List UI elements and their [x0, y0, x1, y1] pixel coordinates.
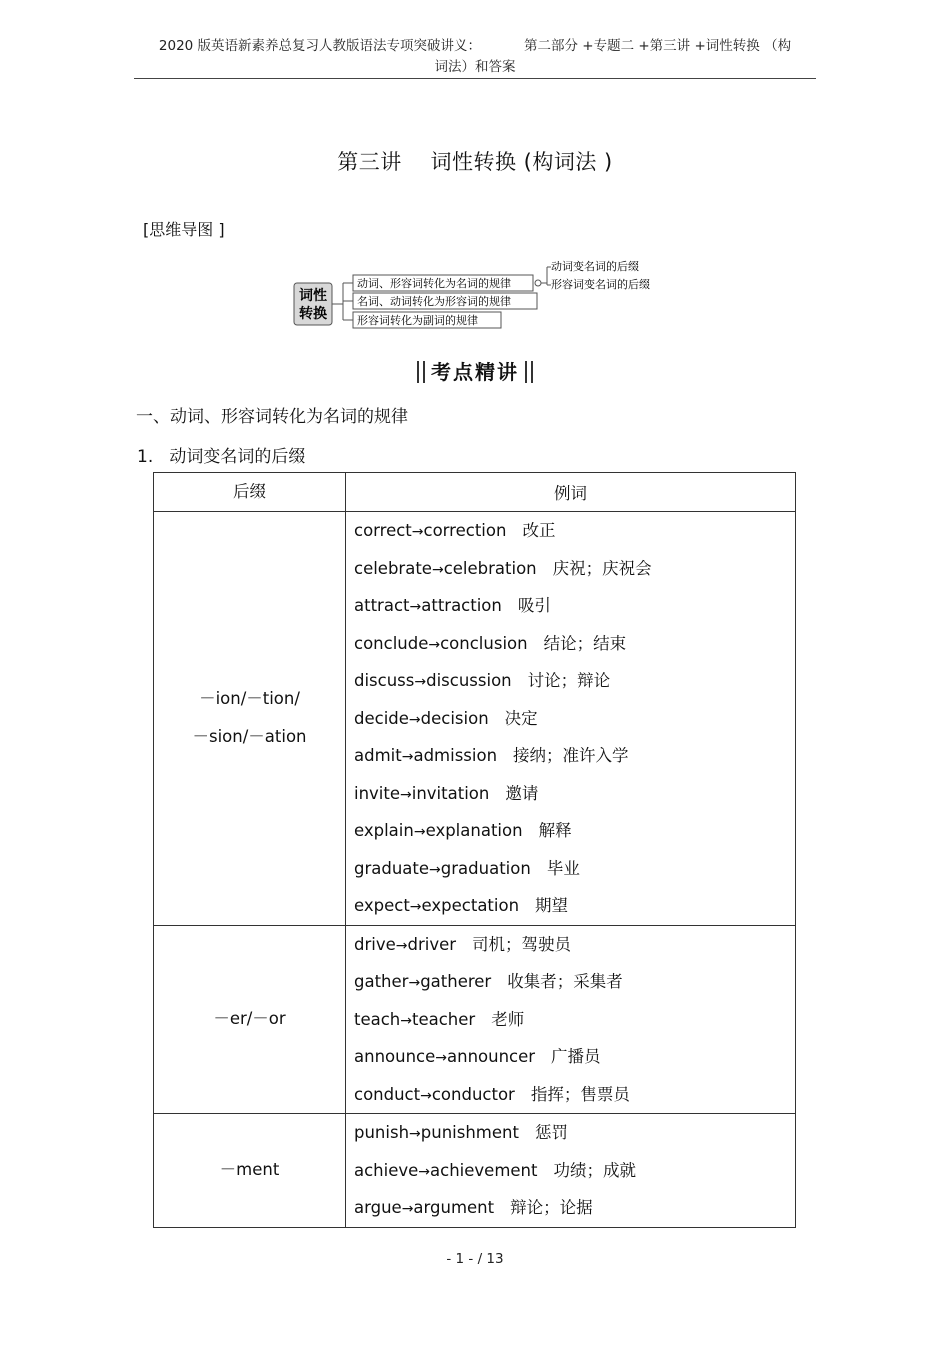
- mindmap-node: [535, 280, 541, 286]
- arrow-right-icon: →: [414, 674, 427, 690]
- arrow-right-icon: →: [401, 749, 414, 765]
- mindmap-branch-3: 形容词转化为副词的规律: [357, 314, 478, 327]
- example-meaning: 功绩；成就: [553, 1160, 636, 1180]
- mindmap-sub-connector: [541, 267, 551, 285]
- example-meaning: 老师: [491, 1009, 525, 1029]
- header-divider: [134, 78, 816, 79]
- example-derived-word: decision: [420, 708, 489, 728]
- arrow-right-icon: →: [431, 561, 444, 578]
- example-meaning: 辩论；论据: [510, 1198, 593, 1217]
- example-base-word: decide: [354, 708, 409, 728]
- suffix-text: －er/－or: [213, 1009, 286, 1029]
- mindmap-diagram: [293, 255, 663, 333]
- example-item: [354, 887, 795, 925]
- example-derived-word: gatherer: [420, 972, 492, 991]
- example-base-word: gather: [354, 972, 409, 991]
- table-header-row: [154, 473, 796, 512]
- example-meaning: 庆祝；庆祝会: [552, 558, 652, 578]
- example-derived-word: teacher: [412, 1009, 476, 1029]
- example-base-word: graduate: [354, 858, 430, 878]
- suffix-cell: [154, 1114, 346, 1228]
- example-base-word: argue: [354, 1198, 402, 1217]
- example-item: [354, 1189, 795, 1227]
- mindmap-root-line-1: 词性: [299, 288, 327, 304]
- arrow-right-icon: →: [409, 599, 422, 615]
- example-derived-word: attraction: [421, 596, 502, 615]
- arrow-right-icon: →: [401, 1201, 414, 1217]
- mindmap-sub-branch-1: 动词变名词的后缀: [551, 260, 639, 273]
- arrow-right-icon: →: [435, 1050, 447, 1066]
- example-item: [354, 1038, 795, 1076]
- arrow-right-icon: →: [408, 975, 421, 991]
- table-row: [154, 925, 796, 1114]
- example-item: [354, 662, 795, 700]
- header-examples: 例词: [346, 473, 796, 512]
- section-heading: 一、动词、形容词转化为名词的规律: [136, 407, 408, 427]
- example-item: [354, 1076, 795, 1114]
- arrow-right-icon: →: [408, 711, 421, 728]
- examples-cell: [346, 1114, 796, 1228]
- example-meaning: 改正: [522, 521, 556, 540]
- banner-bar-left: [417, 361, 425, 383]
- example-base-word: announce: [354, 1047, 436, 1066]
- arrow-right-icon: →: [420, 1087, 432, 1104]
- example-meaning: 司机；驾驶员: [472, 934, 572, 954]
- example-derived-word: conclusion: [440, 633, 528, 653]
- arrow-right-icon: →: [411, 524, 424, 540]
- example-meaning: 收集者；采集者: [507, 972, 623, 991]
- examples-cell: [346, 512, 796, 926]
- example-item: [354, 587, 795, 625]
- arrow-right-icon: →: [413, 824, 426, 840]
- arrow-right-icon: →: [428, 636, 441, 653]
- example-meaning: 吸引: [517, 596, 551, 615]
- subsection-heading: 1. 动词变名词的后缀: [137, 447, 306, 467]
- example-meaning: 结论；结束: [543, 633, 627, 653]
- header-suffix: 后缀: [154, 473, 346, 512]
- example-base-word: expect: [354, 896, 410, 915]
- arrow-right-icon: →: [395, 937, 408, 954]
- example-meaning: 惩罚: [534, 1123, 568, 1142]
- header-line-2: 词法）和答案: [434, 59, 516, 75]
- example-item: [354, 926, 795, 964]
- arrow-right-icon: →: [418, 1163, 431, 1180]
- example-item: [354, 1152, 795, 1190]
- suffix-cell: [154, 925, 346, 1114]
- example-base-word: celebrate: [354, 558, 432, 578]
- page-number: - 1 - / 13: [446, 1251, 504, 1267]
- example-base-word: achieve: [354, 1160, 419, 1180]
- mindmap-root-line-2: 转换: [299, 306, 327, 322]
- section-banner: [0, 356, 950, 385]
- example-derived-word: invitation: [411, 783, 490, 803]
- example-meaning: 决定: [504, 708, 538, 728]
- mindmap-sub-branch-2: 形容词变名词的后缀: [551, 278, 650, 291]
- banner-bar-right: [525, 361, 533, 383]
- example-base-word: teach: [354, 1009, 401, 1029]
- example-item: [354, 550, 795, 588]
- example-derived-word: achievement: [430, 1160, 538, 1180]
- example-meaning: 指挥；售票员: [530, 1084, 630, 1104]
- example-derived-word: punishment: [420, 1123, 519, 1142]
- example-base-word: conduct: [354, 1084, 421, 1104]
- header-line-1: 2020 版英语新素养总复习人教版语法专项突破讲义： 第二部分 +专题二 +第三讲 +词性转换 （构: [158, 38, 792, 54]
- example-base-word: drive: [354, 934, 396, 954]
- example-meaning: 邀请: [505, 783, 539, 803]
- example-meaning: 广播员: [551, 1047, 601, 1066]
- example-derived-word: announcer: [447, 1047, 536, 1066]
- example-item: [354, 1114, 795, 1152]
- example-item: [354, 512, 795, 550]
- example-item: [354, 700, 795, 738]
- example-derived-word: expectation: [421, 896, 520, 915]
- mindmap-branch-2: 名词、动词转化为形容词的规律: [357, 295, 511, 308]
- example-item: [354, 963, 795, 1001]
- arrow-right-icon: →: [409, 1126, 421, 1142]
- example-derived-word: graduation: [440, 858, 531, 878]
- examples-cell: [346, 925, 796, 1114]
- example-base-word: admit: [354, 746, 402, 765]
- table-row: [154, 512, 796, 926]
- example-base-word: conclude: [354, 633, 429, 653]
- example-base-word: invite: [354, 783, 401, 803]
- example-base-word: explain: [354, 821, 414, 840]
- example-base-word: discuss: [354, 671, 415, 690]
- example-item: [354, 625, 795, 663]
- example-meaning: 讨论；辩论: [527, 671, 611, 690]
- example-derived-word: admission: [413, 746, 498, 765]
- lecture-title: 第三讲 词性转换 (构词法 ): [337, 150, 613, 174]
- mindmap-branch-1: 动词、形容词转化为名词的规律: [357, 277, 511, 290]
- page-header: [134, 36, 816, 78]
- table-body: [154, 512, 796, 1228]
- banner-text: 考点精讲: [431, 360, 519, 384]
- arrow-right-icon: →: [429, 861, 441, 878]
- example-derived-word: argument: [413, 1198, 495, 1217]
- example-derived-word: celebration: [443, 558, 537, 578]
- example-meaning: 接纳；准许入学: [513, 746, 629, 765]
- suffix-text: －ion/－tion/: [199, 689, 300, 709]
- example-item: [354, 850, 795, 888]
- example-derived-word: discussion: [426, 671, 512, 690]
- example-meaning: 解释: [538, 821, 572, 840]
- arrow-right-icon: →: [400, 1012, 412, 1029]
- mindmap-label: [思维导图 ]: [143, 220, 225, 239]
- example-derived-word: correction: [423, 521, 507, 540]
- example-base-word: punish: [354, 1123, 410, 1142]
- mindmap-connector: [332, 283, 353, 320]
- example-base-word: correct: [354, 521, 412, 540]
- arrow-right-icon: →: [409, 899, 422, 915]
- example-item: [354, 1001, 795, 1039]
- suffix-cell: [154, 512, 346, 926]
- arrow-right-icon: →: [400, 786, 412, 803]
- example-base-word: attract: [354, 596, 410, 615]
- suffix-table: [153, 472, 796, 1228]
- example-derived-word: conductor: [431, 1084, 515, 1104]
- example-item: [354, 737, 795, 775]
- example-meaning: 毕业: [546, 858, 580, 878]
- example-item: [354, 775, 795, 813]
- table-row: [154, 1114, 796, 1228]
- example-derived-word: driver: [407, 934, 457, 954]
- example-item: [354, 812, 795, 850]
- example-meaning: 期望: [535, 896, 569, 915]
- suffix-text: －ment: [219, 1160, 280, 1180]
- suffix-text: －sion/－ation: [192, 727, 307, 747]
- example-derived-word: explanation: [425, 821, 523, 840]
